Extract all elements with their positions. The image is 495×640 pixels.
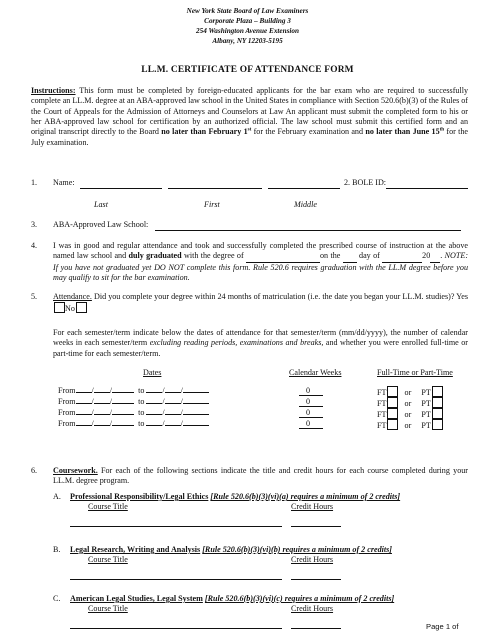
calendar-weeks-value[interactable]: 0	[306, 408, 311, 417]
calendar-weeks-line	[299, 395, 323, 396]
to-month-field[interactable]	[146, 392, 162, 393]
coursework-label: Coursework.	[53, 466, 98, 475]
calendar-weeks-value[interactable]: 0	[306, 397, 311, 406]
q5-question: Attendance. Did you complete your degree within 24 months of matriculation (i.e. the date you began your LL.M. studies)? YesNo	[53, 292, 468, 314]
ft-checkbox[interactable]	[387, 386, 398, 397]
q6-number: 6.	[31, 466, 38, 475]
first-caption: First	[204, 200, 220, 209]
to-year-field[interactable]	[183, 392, 209, 393]
address-line-3: Albany, NY 12203-5195	[212, 37, 283, 45]
credit-hours-header: Credit Hours	[291, 555, 334, 564]
ft-checkbox[interactable]	[387, 419, 398, 430]
calendar-weeks-value[interactable]: 0	[306, 419, 311, 428]
to-month-field[interactable]	[146, 403, 162, 404]
calendar-weeks-value[interactable]: 0	[306, 386, 311, 395]
col-weeks-header: Calendar Weeks	[289, 368, 342, 377]
to-month-field[interactable]	[146, 425, 162, 426]
from-year-field[interactable]	[112, 392, 134, 393]
table-row: From / / to / /	[58, 408, 209, 418]
board-name: New York State Board of Law Examiners	[186, 7, 309, 15]
no-checkbox[interactable]	[76, 302, 87, 313]
from-month-field[interactable]	[76, 425, 92, 426]
instructions-label: Instructions:	[31, 86, 76, 95]
fulltime-parttime-choice: FT or PT	[377, 408, 443, 420]
year-field[interactable]	[430, 251, 440, 262]
to-day-field[interactable]	[165, 425, 181, 426]
q4-number: 4.	[31, 241, 38, 250]
q1-number: 1.	[31, 178, 38, 187]
to-year-field[interactable]	[183, 403, 209, 404]
from-day-field[interactable]	[94, 414, 110, 415]
yes-checkbox[interactable]	[54, 302, 65, 313]
section-heading: Professional Responsibility/Legal Ethics [Rule 520.6(b)(3)(vi)(a) requires a minimum of 2 credits]	[70, 492, 401, 501]
q4-note: NOTE: If you have not graduated yet DO NOT complete this form. Rule 520.6 requires graduation with the LL.M degree before you may qualify to sit for the bar examination.	[53, 251, 469, 283]
from-month-field[interactable]	[76, 403, 92, 404]
table-row: From / / to / /	[58, 419, 209, 429]
law-school-label: ABA-Approved Law School:	[53, 220, 149, 229]
section-letter: B.	[53, 545, 61, 554]
pt-checkbox[interactable]	[432, 397, 443, 408]
credit-hours-field[interactable]	[291, 526, 341, 527]
degree-field[interactable]	[246, 251, 320, 262]
name-label: Name:	[53, 178, 75, 187]
course-title-header: Course Title	[88, 502, 128, 511]
section-letter: A.	[53, 492, 61, 501]
no-label: No	[65, 304, 75, 314]
to-year-field[interactable]	[183, 425, 209, 426]
calendar-weeks-line	[299, 428, 323, 429]
to-day-field[interactable]	[165, 403, 181, 404]
law-school-field[interactable]	[155, 230, 461, 231]
course-title-field[interactable]	[70, 526, 282, 527]
credit-hours-header: Credit Hours	[291, 604, 334, 613]
credit-hours-field[interactable]	[291, 628, 341, 629]
calendar-weeks-line	[299, 417, 323, 418]
course-title-header: Course Title	[88, 604, 128, 613]
pt-checkbox[interactable]	[432, 386, 443, 397]
to-month-field[interactable]	[146, 414, 162, 415]
q4-statement: I was in good and regular attendance and took and successfully completed the prescribed course of instruction at the above named law school and duly graduated with the degree of on the day of 20 . NOTE: If you have not graduated yet DO NOT complete this form. Rule 520.6 requires graduation with the LL.M degree before you may qualify to sit for the bar examination.	[53, 241, 469, 283]
course-title-field[interactable]	[70, 628, 282, 629]
from-year-field[interactable]	[112, 425, 134, 426]
instructions-paragraph: Instructions: This form must be completed by foreign-educated applicants for the bar exam who are required to successfully complete an LL.M. degree at an ABA-approved law school in the United States in compliance with Section 520.6(b)(3) of the Rules of the Court of Appeals for the Admission of Attorneys and Counselors at Law An applicant must submit the completed form to his or her ABA-approved law school for certification by an authorized official. The law school must submit this certified form and an original transcript directly to the Board no later than February 1st for the February examination and no later than June 15th for the July examination.	[31, 86, 469, 147]
section-letter: C.	[53, 594, 61, 603]
table-row: From / / to / /	[58, 386, 209, 396]
from-day-field[interactable]	[94, 425, 110, 426]
last-name-field[interactable]	[80, 188, 162, 189]
from-day-field[interactable]	[94, 392, 110, 393]
from-day-field[interactable]	[94, 403, 110, 404]
section-heading: Legal Research, Writing and Analysis [Rule 520.6(b)(3)(vi)(b) requires a minimum of 2 credits]	[70, 545, 392, 554]
table-row: From / / to / /	[58, 397, 209, 407]
address-line-2: 254 Washington Avenue Extension	[196, 27, 299, 35]
ft-checkbox[interactable]	[387, 408, 398, 419]
section-heading: American Legal Studies, Legal System [Rule 520.6(b)(3)(vi)(c) requires a minimum of 2 credits]	[70, 594, 395, 603]
to-day-field[interactable]	[165, 414, 181, 415]
pt-checkbox[interactable]	[432, 419, 443, 430]
course-title-header: Course Title	[88, 555, 128, 564]
last-caption: Last	[94, 200, 108, 209]
first-name-field[interactable]	[168, 188, 262, 189]
middle-name-field[interactable]	[268, 188, 340, 189]
q3-number: 3.	[31, 220, 38, 229]
from-month-field[interactable]	[76, 392, 92, 393]
pt-checkbox[interactable]	[432, 408, 443, 419]
middle-caption: Middle	[294, 200, 317, 209]
to-year-field[interactable]	[183, 414, 209, 415]
q6-instructions: Coursework. For each of the following sections indicate the title and credit hours for each course completed during your LL.M. degree program.	[53, 466, 468, 486]
ft-checkbox[interactable]	[387, 397, 398, 408]
from-year-field[interactable]	[112, 403, 134, 404]
bole-id-field[interactable]	[386, 188, 468, 189]
course-title-field[interactable]	[70, 579, 282, 580]
to-day-field[interactable]	[165, 392, 181, 393]
from-month-field[interactable]	[76, 414, 92, 415]
fulltime-parttime-choice: FT or PT	[377, 419, 443, 431]
credit-hours-header: Credit Hours	[291, 502, 334, 511]
bole-id-label: 2. BOLE ID:	[344, 178, 387, 187]
fulltime-parttime-choice: FT or PT	[377, 386, 443, 398]
col-time-header: Full-Time or Part-Time	[377, 368, 453, 377]
from-year-field[interactable]	[112, 414, 134, 415]
credit-hours-field[interactable]	[291, 579, 341, 580]
address-line-1: Corporate Plaza – Building 3	[204, 17, 291, 25]
form-title: LL.M. CERTIFICATE OF ATTENDANCE FORM	[141, 65, 354, 75]
yes-label: Yes	[456, 292, 468, 301]
semester-instructions: For each semester/term indicate below the dates of attendance for that semester/term (mm/dd/yyyy), the number of calendar weeks in each semester/term excluding reading periods, examinations and breaks, and whether you were enrolled full-time or part-time for each semester/term.	[53, 328, 468, 358]
calendar-weeks-line	[299, 406, 323, 407]
month-field[interactable]	[382, 251, 422, 262]
attendance-label: Attendance.	[53, 292, 92, 301]
page-number: Page 1 of	[426, 622, 459, 631]
col-dates-header: Dates	[143, 368, 162, 377]
fulltime-parttime-choice: FT or PT	[377, 397, 443, 409]
day-field[interactable]	[343, 251, 357, 262]
q5-number: 5.	[31, 292, 38, 301]
